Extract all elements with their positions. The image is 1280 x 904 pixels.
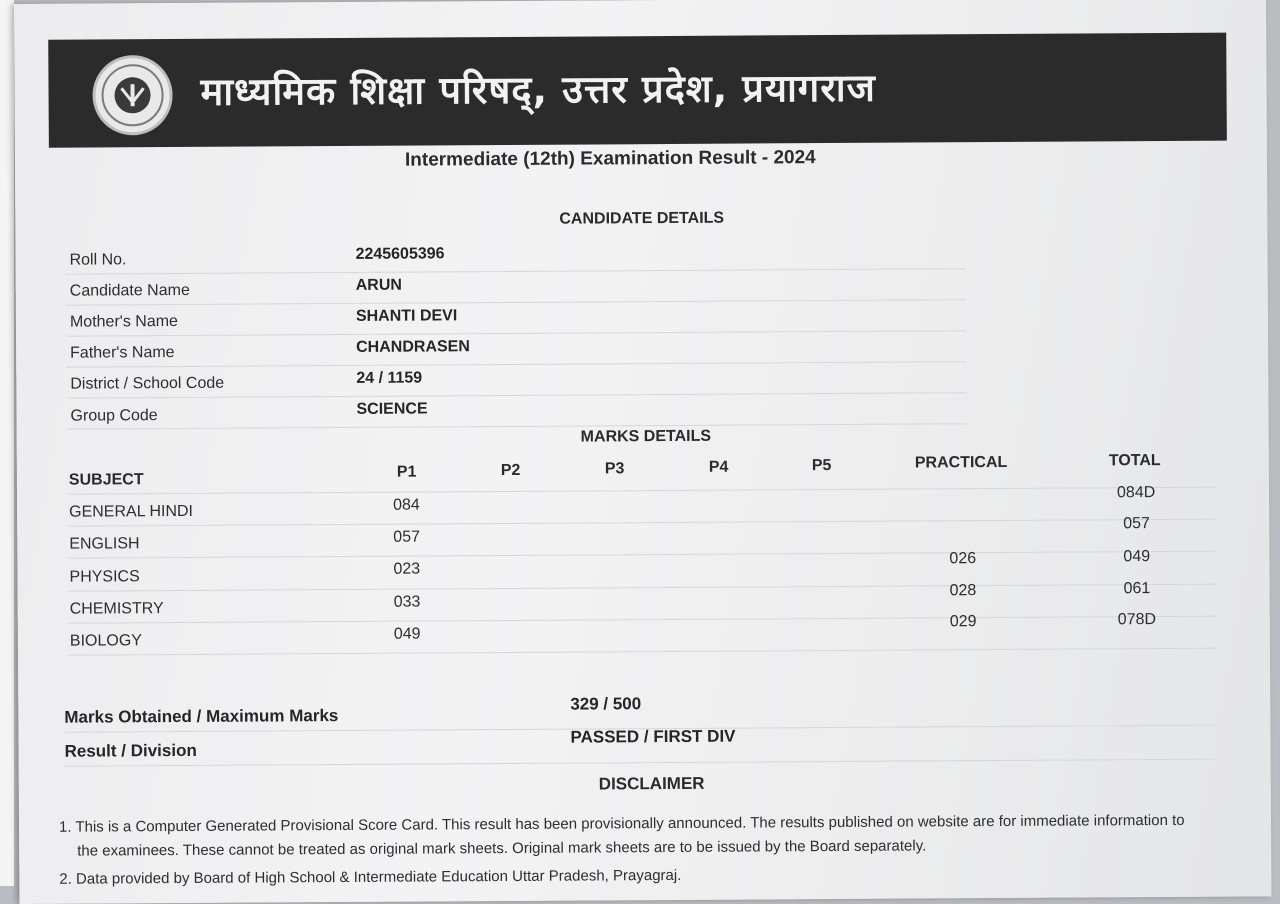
marks-obtained-value: 329 / 500 — [570, 694, 642, 714]
col-practical: PRACTICAL — [914, 453, 1008, 472]
district-school-code-label: District / School Code — [70, 374, 225, 393]
table-row-practical: 028 — [949, 582, 977, 600]
roll-no-label: Roll No. — [69, 251, 127, 269]
col-p4: P4 — [708, 458, 729, 476]
table-row-total: 084D — [1116, 484, 1156, 502]
table-row-subject: ENGLISH — [69, 535, 140, 553]
col-total: TOTAL — [1108, 452, 1161, 470]
table-row-p1: 049 — [393, 625, 421, 643]
up-board-emblem-icon — [92, 55, 172, 135]
board-title: माध्यमिक शिक्षा परिषद्, उत्तर प्रदेश, प्रयागराज — [200, 65, 876, 114]
table-row-p1: 023 — [393, 560, 421, 578]
col-p1: P1 — [396, 463, 417, 481]
group-code-label: Group Code — [70, 407, 158, 425]
mothers-name-value: SHANTI DEVI — [355, 307, 458, 325]
mothers-name-label: Mother's Name — [69, 313, 178, 331]
table-row-p1: 057 — [393, 528, 421, 546]
table-row-total: 057 — [1123, 515, 1150, 533]
table-row-subject: PHYSICS — [69, 568, 140, 586]
district-school-code-value: 24 / 1159 — [356, 369, 423, 387]
table-row-subject: CHEMISTRY — [69, 600, 164, 618]
roll-no-value: 2245605396 — [355, 245, 445, 263]
exam-title: Intermediate (12th) Examination Result - 2024 — [404, 147, 816, 171]
table-row-total: 049 — [1123, 548, 1151, 566]
result-sheet — [14, 0, 1271, 904]
fathers-name-value: CHANDRASEN — [356, 338, 470, 356]
col-p3: P3 — [604, 460, 625, 478]
disclaimer-item-1-line-2: the examinees. These cannot be treated as original mark sheets. Original mark sheets are to be issued by the Board separately. — [77, 837, 927, 860]
table-row-subject: GENERAL HINDI — [69, 502, 194, 521]
table-row-p1: 033 — [393, 593, 421, 611]
disclaimer-item-1-line-1: 1. This is a Computer Generated Provisional Score Card. This result has been provisionally announced. The results published on website are for immediate information to — [58, 811, 1185, 836]
candidate-name-value: ARUN — [355, 276, 402, 294]
table-row-p1: 084 — [393, 496, 420, 514]
table-row-subject: BIOLOGY — [69, 632, 142, 650]
result-division-value: PASSED / FIRST DIV — [570, 726, 736, 747]
table-row-practical: 029 — [949, 613, 977, 631]
paper-edge — [0, 0, 14, 886]
marks-obtained-label: Marks Obtained / Maximum Marks — [64, 706, 339, 727]
disclaimer-heading: DISCLAIMER — [598, 773, 705, 794]
marks-details-heading: MARKS DETAILS — [580, 427, 712, 446]
table-row-practical: 026 — [949, 550, 977, 568]
col-subject: SUBJECT — [68, 471, 144, 489]
result-division-label: Result / Division — [64, 740, 197, 761]
col-p2: P2 — [500, 461, 521, 480]
table-row-total: 061 — [1123, 580, 1151, 598]
candidate-name-label: Candidate Name — [69, 281, 190, 300]
fathers-name-label: Father's Name — [70, 344, 175, 362]
candidate-details-heading: CANDIDATE DETAILS — [559, 209, 725, 228]
group-code-value: SCIENCE — [356, 400, 428, 418]
col-p5: P5 — [811, 457, 832, 475]
table-row-total: 078D — [1117, 611, 1157, 629]
disclaimer-item-2: 2. Data provided by Board of High School & Intermediate Education Uttar Pradesh, Prayagraj. — [59, 866, 682, 888]
